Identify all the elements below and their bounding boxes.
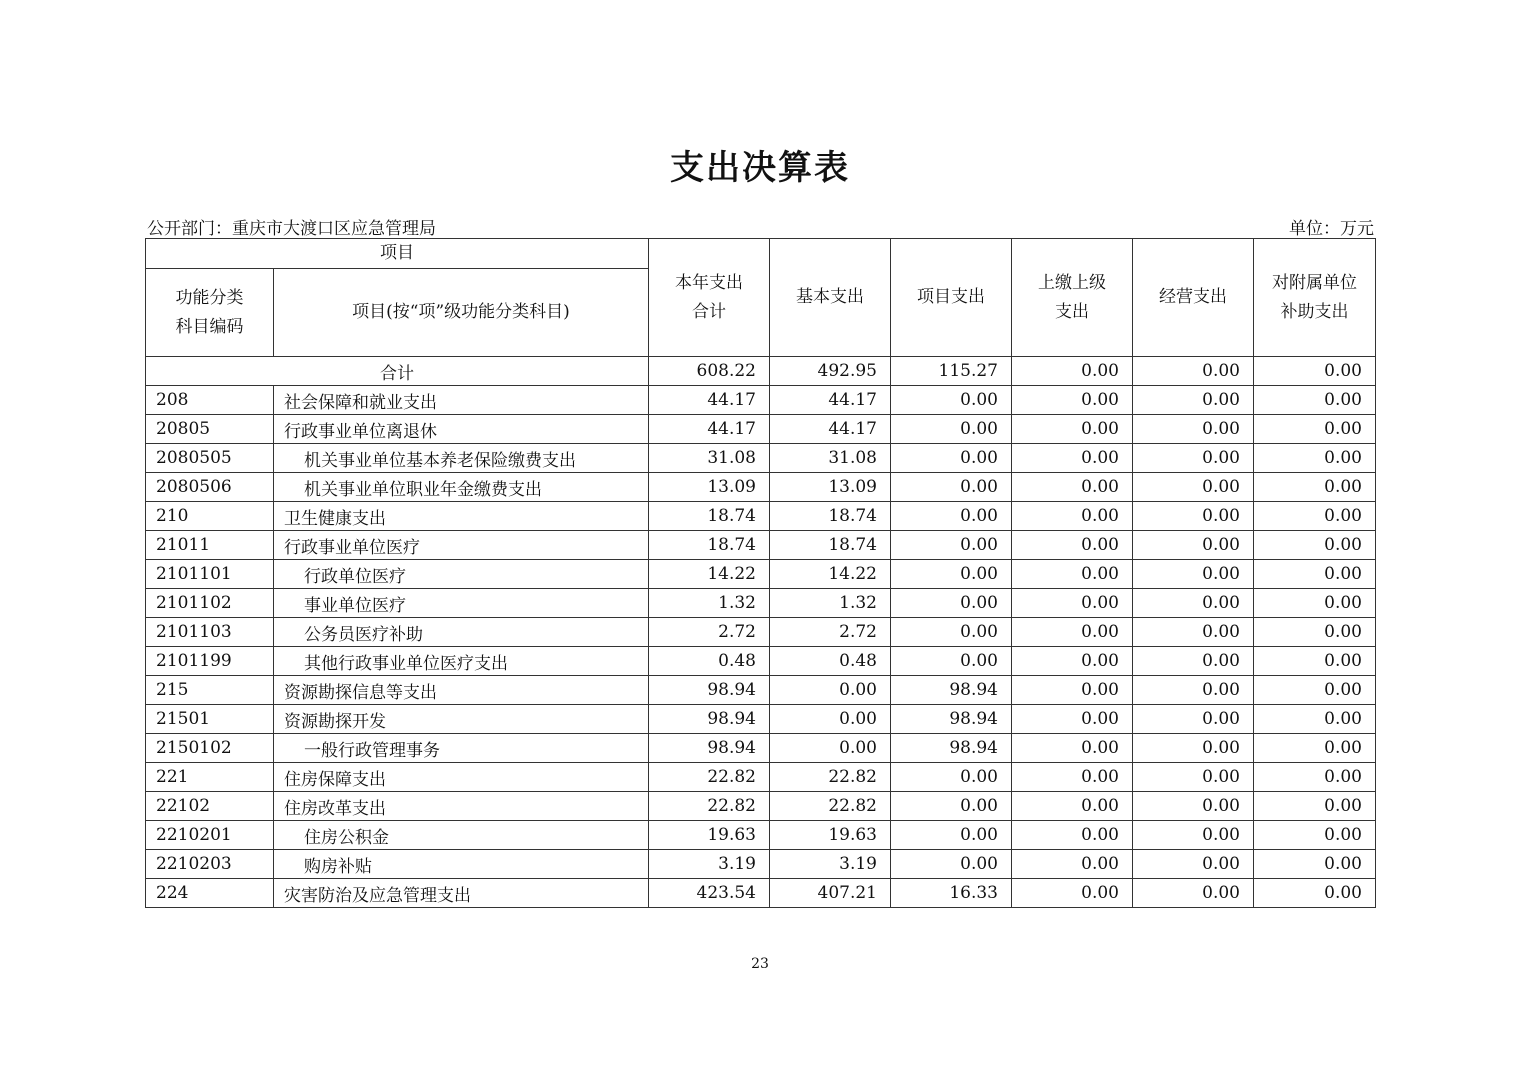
row-value: 31.08 — [770, 444, 891, 473]
row-code: 2210201 — [146, 821, 274, 850]
row-code: 215 — [146, 676, 274, 705]
total-value: 492.95 — [770, 357, 891, 386]
row-value: 0.00 — [1012, 850, 1133, 879]
row-value: 0.48 — [649, 647, 770, 676]
row-code: 22102 — [146, 792, 274, 821]
row-name: 资源勘探开发 — [274, 705, 649, 734]
row-value: 0.00 — [1133, 879, 1254, 908]
row-value: 18.74 — [770, 502, 891, 531]
table-row — [146, 850, 1376, 879]
header-business: 经营支出 — [1133, 239, 1254, 357]
row-name: 行政事业单位离退休 — [274, 415, 649, 444]
row-value: 0.00 — [1254, 850, 1376, 879]
row-name: 事业单位医疗 — [274, 589, 649, 618]
row-value: 44.17 — [649, 386, 770, 415]
table-body — [146, 357, 1376, 908]
row-code: 221 — [146, 763, 274, 792]
row-value: 1.32 — [770, 589, 891, 618]
row-value: 0.00 — [1254, 444, 1376, 473]
table-row — [146, 821, 1376, 850]
row-value: 0.00 — [1133, 647, 1254, 676]
row-value: 0.00 — [891, 647, 1012, 676]
row-value: 0.00 — [1254, 763, 1376, 792]
row-value: 0.00 — [1254, 879, 1376, 908]
row-name: 行政单位医疗 — [274, 560, 649, 589]
row-value: 0.00 — [1254, 647, 1376, 676]
row-code: 2101102 — [146, 589, 274, 618]
total-label: 合计 — [146, 357, 649, 386]
row-value: 0.00 — [1133, 676, 1254, 705]
header-total: 本年支出 合计 — [649, 239, 770, 357]
row-value: 0.00 — [1012, 676, 1133, 705]
row-value: 44.17 — [770, 386, 891, 415]
row-code: 2150102 — [146, 734, 274, 763]
table-header — [146, 239, 1376, 357]
row-value: 0.00 — [1012, 879, 1133, 908]
row-value: 0.00 — [1012, 531, 1133, 560]
row-value: 0.00 — [891, 531, 1012, 560]
table-row — [146, 415, 1376, 444]
row-name: 资源勘探信息等支出 — [274, 676, 649, 705]
row-value: 0.00 — [1254, 821, 1376, 850]
row-value: 0.00 — [1133, 589, 1254, 618]
row-value: 0.00 — [1012, 734, 1133, 763]
row-value: 2.72 — [649, 618, 770, 647]
row-value: 19.63 — [649, 821, 770, 850]
row-value: 0.00 — [891, 763, 1012, 792]
table-row — [146, 618, 1376, 647]
row-code: 2080506 — [146, 473, 274, 502]
row-value: 0.00 — [1254, 502, 1376, 531]
table-row — [146, 792, 1376, 821]
table-row — [146, 879, 1376, 908]
row-code: 224 — [146, 879, 274, 908]
row-name: 住房改革支出 — [274, 792, 649, 821]
row-value: 0.00 — [1012, 763, 1133, 792]
row-value: 0.00 — [1012, 473, 1133, 502]
row-value: 0.00 — [1012, 444, 1133, 473]
row-value: 44.17 — [649, 415, 770, 444]
row-name: 购房补贴 — [274, 850, 649, 879]
row-code: 210 — [146, 502, 274, 531]
table-row — [146, 734, 1376, 763]
row-value: 0.00 — [1133, 560, 1254, 589]
row-value: 0.00 — [1133, 792, 1254, 821]
row-value: 0.00 — [1012, 647, 1133, 676]
row-value: 0.00 — [1133, 386, 1254, 415]
row-value: 0.00 — [1133, 531, 1254, 560]
row-value: 423.54 — [649, 879, 770, 908]
row-name: 机关事业单位职业年金缴费支出 — [274, 473, 649, 502]
row-value: 0.00 — [891, 386, 1012, 415]
row-code: 2101199 — [146, 647, 274, 676]
row-value: 14.22 — [770, 560, 891, 589]
row-value: 0.00 — [891, 444, 1012, 473]
table-row — [146, 589, 1376, 618]
row-value: 0.00 — [1012, 618, 1133, 647]
row-name: 一般行政管理事务 — [274, 734, 649, 763]
row-value: 22.82 — [649, 792, 770, 821]
row-value: 0.00 — [1133, 444, 1254, 473]
row-name: 住房保障支出 — [274, 763, 649, 792]
row-value: 14.22 — [649, 560, 770, 589]
row-value: 16.33 — [891, 879, 1012, 908]
row-name: 卫生健康支出 — [274, 502, 649, 531]
row-code: 208 — [146, 386, 274, 415]
row-value: 0.00 — [891, 415, 1012, 444]
row-value: 98.94 — [891, 705, 1012, 734]
table-row — [146, 386, 1376, 415]
row-value: 13.09 — [649, 473, 770, 502]
row-value: 19.63 — [770, 821, 891, 850]
row-value: 0.00 — [1133, 473, 1254, 502]
row-value: 0.00 — [891, 502, 1012, 531]
row-value: 0.00 — [770, 705, 891, 734]
row-value: 0.00 — [1133, 763, 1254, 792]
row-value: 13.09 — [770, 473, 891, 502]
table-row — [146, 531, 1376, 560]
total-value: 0.00 — [1133, 357, 1254, 386]
row-value: 0.00 — [891, 850, 1012, 879]
row-value: 0.00 — [1133, 734, 1254, 763]
row-name: 其他行政事业单位医疗支出 — [274, 647, 649, 676]
table-row — [146, 647, 1376, 676]
row-code: 21501 — [146, 705, 274, 734]
row-value: 0.00 — [891, 560, 1012, 589]
table-row — [146, 705, 1376, 734]
total-value: 0.00 — [1012, 357, 1133, 386]
row-value: 44.17 — [770, 415, 891, 444]
row-value: 0.00 — [1254, 473, 1376, 502]
total-value: 115.27 — [891, 357, 1012, 386]
row-value: 0.00 — [1133, 618, 1254, 647]
row-code: 20805 — [146, 415, 274, 444]
row-value: 0.00 — [1254, 676, 1376, 705]
row-value: 18.74 — [770, 531, 891, 560]
row-value: 31.08 — [649, 444, 770, 473]
header-subsidy: 对附属单位 补助支出 — [1254, 239, 1376, 357]
row-value: 98.94 — [891, 734, 1012, 763]
row-value: 0.00 — [1012, 502, 1133, 531]
row-value: 98.94 — [649, 734, 770, 763]
row-value: 3.19 — [649, 850, 770, 879]
header-code: 功能分类 科目编码 — [146, 269, 274, 357]
row-value: 0.00 — [891, 792, 1012, 821]
row-code: 2101103 — [146, 618, 274, 647]
header-basic: 基本支出 — [770, 239, 891, 357]
row-name: 灾害防治及应急管理支出 — [274, 879, 649, 908]
department-label: 公开部门：重庆市大渡口区应急管理局 — [147, 219, 436, 239]
row-value: 0.00 — [1012, 560, 1133, 589]
row-value: 0.00 — [1254, 386, 1376, 415]
row-value: 0.00 — [891, 821, 1012, 850]
row-value: 0.00 — [770, 734, 891, 763]
header-upper: 上缴上级 支出 — [1012, 239, 1133, 357]
row-value: 18.74 — [649, 531, 770, 560]
row-value: 2.72 — [770, 618, 891, 647]
row-value: 22.82 — [649, 763, 770, 792]
row-value: 0.00 — [1133, 415, 1254, 444]
page-number: 23 — [751, 956, 769, 972]
row-value: 0.00 — [1254, 589, 1376, 618]
row-value: 22.82 — [770, 792, 891, 821]
row-value: 18.74 — [649, 502, 770, 531]
total-value: 608.22 — [649, 357, 770, 386]
row-name: 住房公积金 — [274, 821, 649, 850]
row-name: 社会保障和就业支出 — [274, 386, 649, 415]
row-code: 2210203 — [146, 850, 274, 879]
row-value: 0.00 — [891, 589, 1012, 618]
table-row — [146, 763, 1376, 792]
row-value: 0.00 — [1254, 618, 1376, 647]
row-code: 2080505 — [146, 444, 274, 473]
row-name: 机关事业单位基本养老保险缴费支出 — [274, 444, 649, 473]
table-row — [146, 676, 1376, 705]
row-value: 0.00 — [1012, 705, 1133, 734]
expenditure-table — [145, 238, 1376, 908]
row-value: 0.00 — [770, 676, 891, 705]
row-code: 21011 — [146, 531, 274, 560]
row-value: 0.00 — [891, 618, 1012, 647]
row-value: 0.00 — [1133, 821, 1254, 850]
table-row — [146, 560, 1376, 589]
row-value: 0.00 — [1254, 560, 1376, 589]
row-name: 行政事业单位医疗 — [274, 531, 649, 560]
total-value: 0.00 — [1254, 357, 1376, 386]
row-value: 0.00 — [1133, 705, 1254, 734]
row-value: 0.00 — [1254, 531, 1376, 560]
row-value: 0.00 — [1012, 589, 1133, 618]
row-value: 0.00 — [1254, 734, 1376, 763]
row-value: 0.00 — [1012, 415, 1133, 444]
row-code: 2101101 — [146, 560, 274, 589]
row-value: 3.19 — [770, 850, 891, 879]
row-value: 0.00 — [1012, 821, 1133, 850]
header-project-group: 项目 — [146, 239, 649, 269]
header-name: 项目(按“项”级功能分类科目) — [274, 269, 649, 357]
row-value: 0.00 — [891, 473, 1012, 502]
row-value: 0.00 — [1133, 850, 1254, 879]
unit-label: 单位：万元 — [1289, 219, 1374, 239]
row-value: 407.21 — [770, 879, 891, 908]
total-row — [146, 357, 1376, 386]
row-value: 1.32 — [649, 589, 770, 618]
row-value: 0.00 — [1254, 415, 1376, 444]
row-value: 98.94 — [649, 705, 770, 734]
row-name: 公务员医疗补助 — [274, 618, 649, 647]
row-value: 0.00 — [1012, 386, 1133, 415]
row-value: 0.00 — [1133, 502, 1254, 531]
table-row — [146, 473, 1376, 502]
row-value: 22.82 — [770, 763, 891, 792]
header-project: 项目支出 — [891, 239, 1012, 357]
row-value: 0.48 — [770, 647, 891, 676]
table-row — [146, 502, 1376, 531]
row-value: 0.00 — [1254, 705, 1376, 734]
row-value: 0.00 — [1254, 792, 1376, 821]
row-value: 98.94 — [891, 676, 1012, 705]
table-row — [146, 444, 1376, 473]
row-value: 0.00 — [1012, 792, 1133, 821]
document-title: 支出决算表 — [670, 148, 850, 188]
row-value: 98.94 — [649, 676, 770, 705]
